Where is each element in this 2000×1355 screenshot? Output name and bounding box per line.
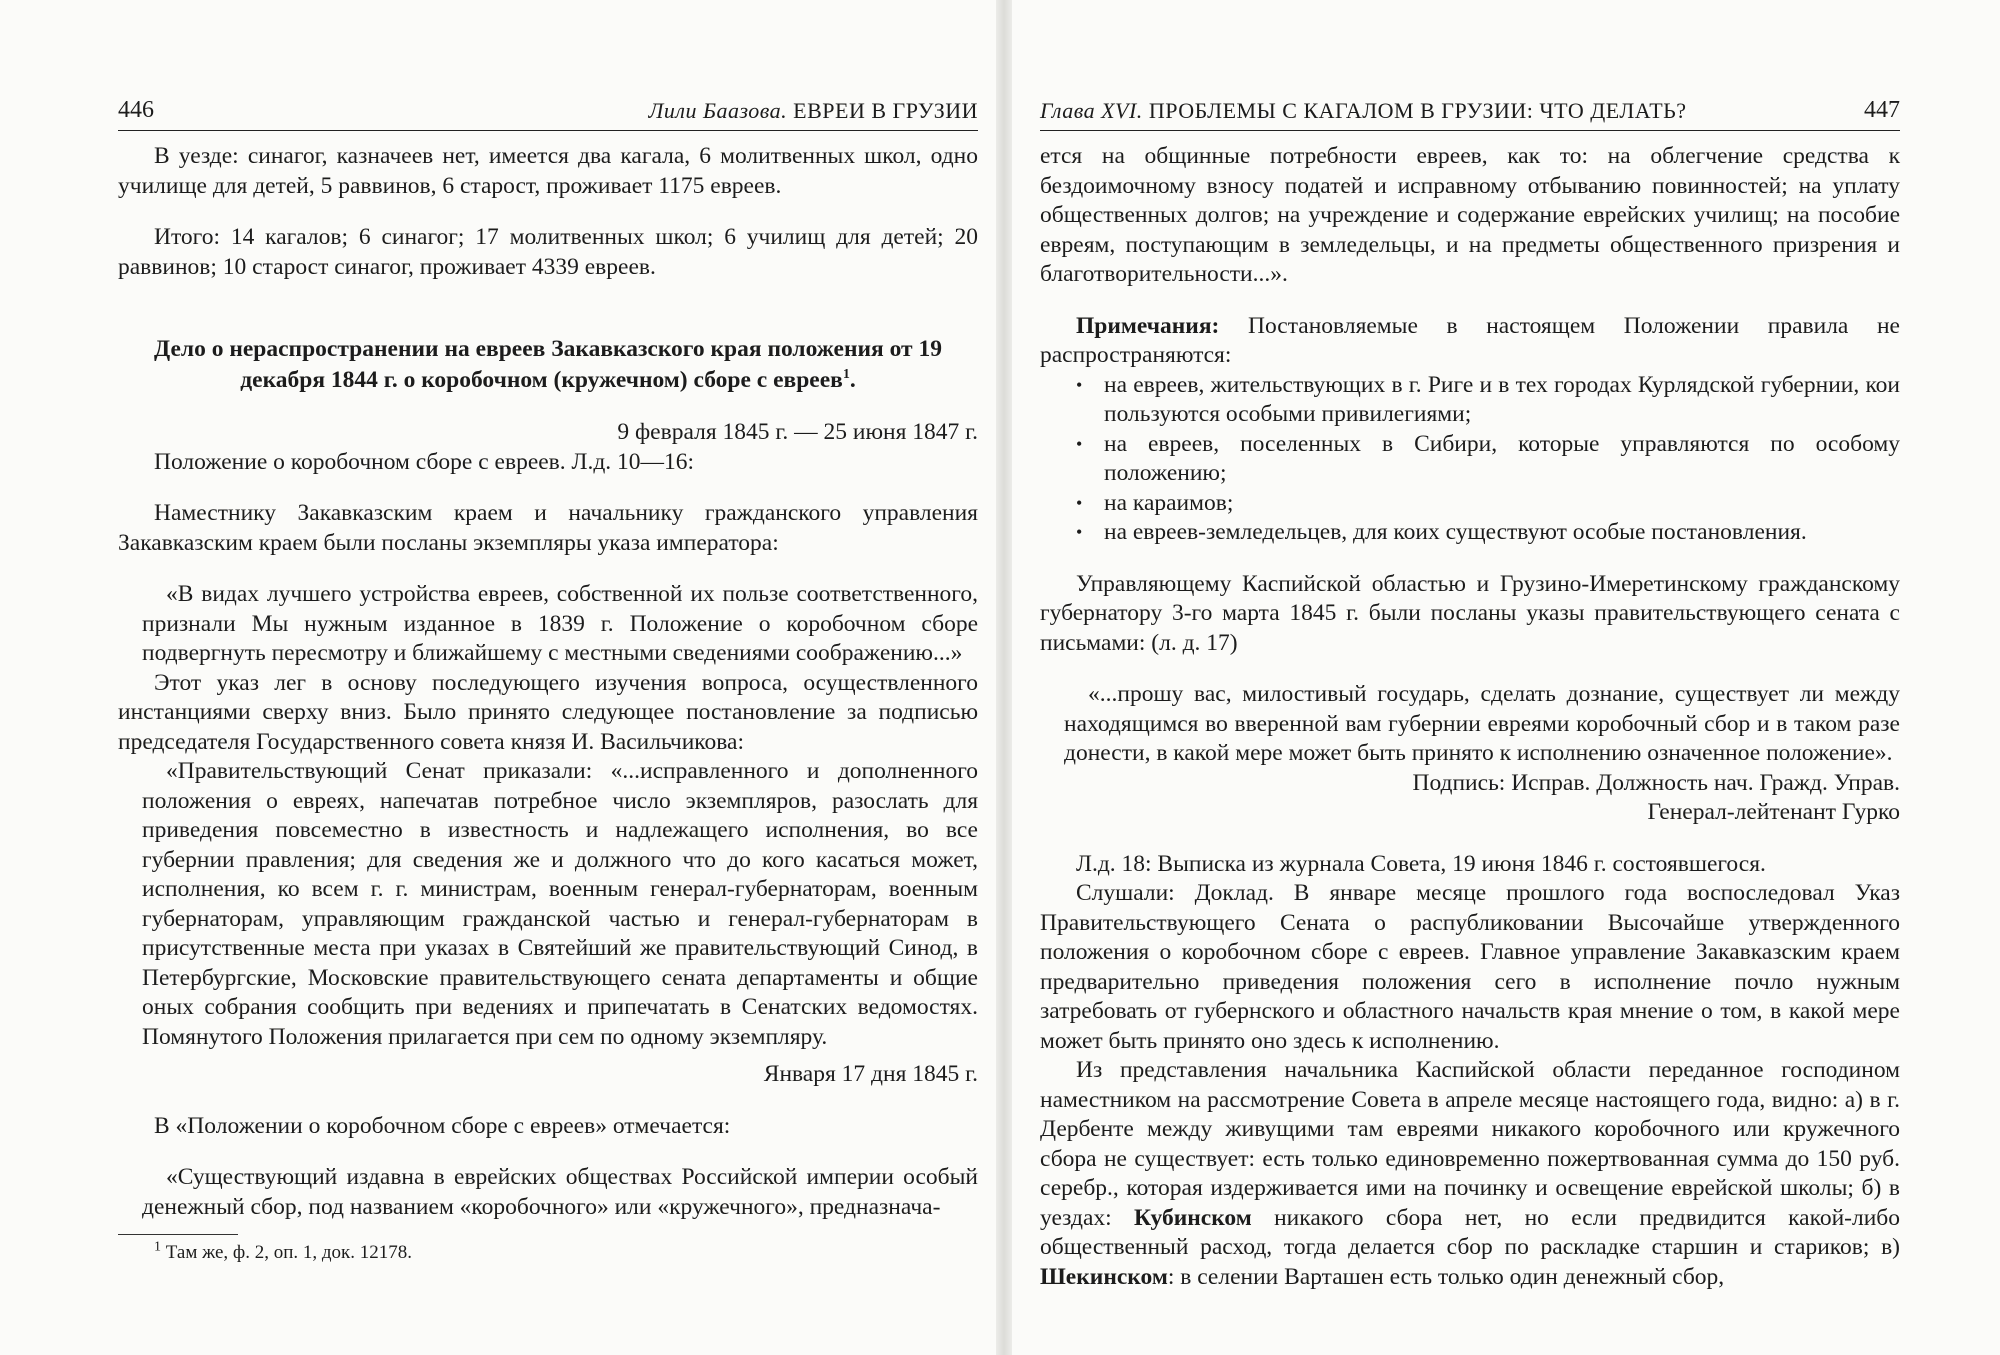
paragraph: Л.д. 18: Выписка из журнала Совета, 19 июня 1846 г. состоявшегося. bbox=[1076, 850, 1766, 877]
left-page-number: 446 bbox=[118, 97, 154, 123]
book-gutter bbox=[996, 0, 1012, 1355]
paragraph: Управляющему Каспийской областью и Грузино-Имеретинскому гражданскому губернатору 3-го марта 1845 г. были посланы указы правительствующего сената с письмами: (л. д. 17) bbox=[1040, 570, 1900, 656]
quote: «В видах лучшего устройства евреев, собственной их пользе соответственного, признали Мы нужным изданное в 1839 г. Положение о коробочном сборе подвергнуть пересмотру и ближайшему с местными сведениями соображению...» bbox=[142, 581, 978, 666]
doc-ref: Положение о коробочном сборе с евреев. Л.д. 10—16: bbox=[154, 448, 695, 475]
district-sheki: Шекинском bbox=[1040, 1263, 1168, 1290]
right-page-header bbox=[1040, 96, 1900, 131]
signature-name: Генерал-лейтенант Гурко bbox=[1647, 799, 1900, 825]
paragraph: ется на общинные потребности евреев, как то: на облегчение средства к бездоимочному взносу податей и исправному отбыванию повинностей; на уплату общественных долгов; на учреждение и содержание еврейских училищ; на пособие евреям, поступающим в земледельцы, и на предметы общественного призрения и благотворительности...». bbox=[1040, 143, 1900, 287]
paragraph: В уезде: синагог, казначеев нет, имеется два кагала, 6 молитвенных школ, одно училище для детей, 5 раввинов, 6 старост, проживает 1175 евреев. bbox=[118, 143, 978, 199]
paragraph: В «Положении о коробочном сборе с евреев» отмечается: bbox=[154, 1112, 731, 1139]
signature-line: Подпись: Исправ. Должность нач. Гражд. Управ. bbox=[1412, 769, 1900, 796]
quote: «Существующий издавна в еврейских обществах Российской империи особый денежный сбор, под названием «коробочного» или «кружечного», предназнача- bbox=[142, 1164, 978, 1220]
text-run: никакого сбора нет, но если предвидится какой-либо общественный расход, тогда делается сбор по раскладке старшин и стариков; в) bbox=[1040, 1204, 1900, 1260]
exceptions-list bbox=[1040, 371, 1900, 548]
paragraph: Слушали: Доклад. В январе месяце прошлого года воспоследовал Указ Правительствующего Сената о распубликовании Высочайше утвержденного положения о коробочном сборе с евреев. Главное управление Закавказским краем предварительно приведения положения сего в исполнение почло нужным затребовать от губернского и областного начальств края мнение о том, в какой мере может быть принято оно здесь к исполнению. bbox=[1040, 880, 1900, 1054]
running-title bbox=[1040, 98, 1687, 124]
running-title-chapter: Глава XVI. bbox=[1040, 98, 1143, 123]
date-range: 9 февраля 1845 г. — 25 июня 1847 г. bbox=[617, 419, 978, 445]
text-run: : в селении Варташен есть только один денежный сбор, bbox=[1167, 1263, 1725, 1290]
paragraph: Наместнику Закавказским краем и начальнику гражданского управления Закавказским краем были посланы экземпляры указа императора: bbox=[118, 500, 978, 556]
right-page-body bbox=[1040, 142, 1900, 1292]
left-page bbox=[118, 0, 978, 1355]
running-title bbox=[648, 98, 978, 124]
quote: «Правительствующий Сенат приказали: «...исправленного и дополненного положения о евреях, напечатав потребное число экземпляров, разослать для приведения повсеместно в известность и надлежащего исполнения, во все губернии правления; для сведения же и должного что до кого касаться может, исполнения, ко всем г. г. министрам, военным генерал-губернаторам, военным губернаторам, управляющим гражданской частью и генерал-губернаторам в присутственные места при указах в Святейший же правительствующий Синод, в Петербургские, Московские правительствующего сената департаменты и общие оных собрания сообщить при ведениях и припечатать в Сенатских ведомостях. Помянутого Положения прилагается при сем по одному экземпляру. bbox=[142, 758, 978, 1050]
running-title-book: ЕВРЕИ В ГРУЗИИ bbox=[793, 98, 978, 123]
running-title-author: Лили Баазова. bbox=[648, 98, 788, 123]
left-page-header bbox=[118, 96, 978, 131]
running-title-chapter-name: ПРОБЛЕМЫ С КАГАЛОМ В ГРУЗИИ: ЧТО ДЕЛАТЬ? bbox=[1148, 98, 1687, 123]
footnote-text: Там же, ф. 2, оп. 1, док. 12178. bbox=[165, 1242, 413, 1263]
paragraph bbox=[1040, 1056, 1900, 1292]
notes-text: Постановляемые в настоящем Положении правила не распространяются: bbox=[1040, 312, 1900, 368]
notes-paragraph bbox=[1040, 312, 1900, 371]
section-heading-text: Дело о нераспространении на евреев Закавказского края положения от 19 декабря 1844 г. о коробочном (кружечном) сборе с евреев bbox=[154, 336, 942, 393]
list-item: • на караимов; bbox=[1076, 489, 1900, 519]
list-item: • на евреев-земледельцев, для коих существуют особые постановления. bbox=[1076, 518, 1900, 548]
paragraph: Этот указ лег в основу последующего изучения вопроса, осуществленного инстанциями сверху вниз. Было принято следующее постановление за подписью председателя Государственного совета князя И. Васильчикова: bbox=[118, 669, 978, 755]
list-item: • на евреев, жительствующих в г. Риге и в тех городах Курлядской губернии, кои пользуются особыми привилегиями; bbox=[1076, 371, 1900, 430]
list-item: • на евреев, поселенных в Сибири, которые управляются по особому положению; bbox=[1076, 430, 1900, 489]
quote-date: Января 17 дня 1845 г. bbox=[763, 1061, 978, 1087]
district-kuba: Кубинском bbox=[1134, 1204, 1252, 1231]
footnote bbox=[118, 1241, 978, 1265]
section-heading: Дело о нераспространении на евреев Закавказского края положения от 19 декабря 1844 г. о коробочном (кружечном) сборе с евреев$^1$. bbox=[154, 336, 942, 393]
footnote-rule bbox=[118, 1234, 238, 1235]
right-page bbox=[1040, 0, 1900, 1355]
footnote-ref[interactable]: 1 bbox=[842, 367, 850, 383]
text-run: Из представления начальника Каспийской области переданное господином наместником на рассмотрение Совета в апреле месяце настоящего года, видно: а) в г. Дербенте между живущими там евреями никакого коробочного или кружечного сбора не существует: есть только единовременно пожертвованная сумма до 150 руб. серебр., которая издерживается ими на починку и освещение еврейской школы; б) в уездах: bbox=[1040, 1057, 1900, 1231]
notes-label: Примечания: bbox=[1076, 312, 1220, 339]
quote: «...прошу вас, милостивый государь, сделать дознание, существует ли между находящимся во вверенной вам губернии евреями коробочный сбор и в таком разе донести, в какой мере может быть принято к исполнению означенное положение». bbox=[1064, 681, 1900, 766]
paragraph: Итого: 14 кагалов; 6 синагог; 17 молитвенных школ; 6 училищ для детей; 20 раввинов; 10 старост синагог, проживает 4339 евреев. bbox=[118, 224, 978, 280]
right-page-number: 447 bbox=[1864, 97, 1900, 123]
left-page-body bbox=[118, 142, 978, 1265]
footnote-mark: 1 bbox=[154, 1239, 161, 1255]
